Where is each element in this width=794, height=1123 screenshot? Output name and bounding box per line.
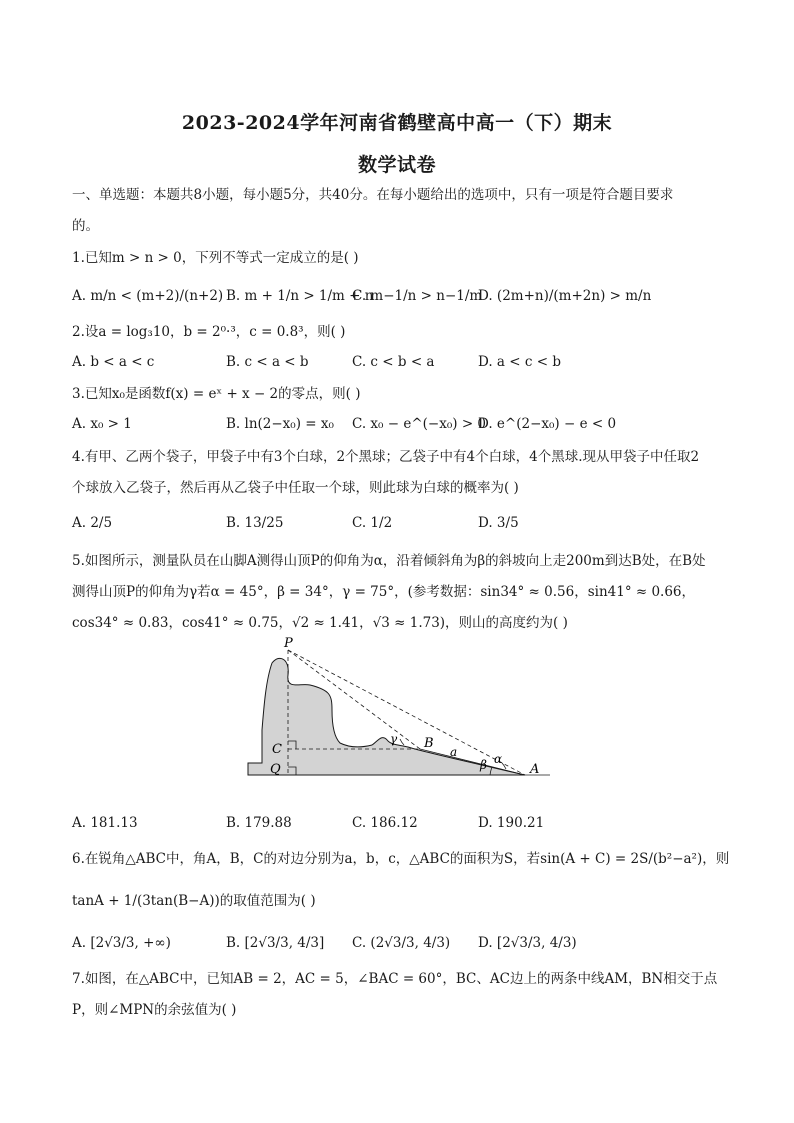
- q6-line2: tanA + 1/(3tan(B−A))的取值范围为( ): [72, 893, 316, 909]
- label-b: B: [424, 736, 434, 751]
- q5-line3: cos34° ≈ 0.83，cos41° ≈ 0.75，√2 ≈ 1.41，√3 ≈ 1.73)，则山的高度约为( ): [72, 615, 568, 631]
- q3-option-a: A. x₀ > 1: [72, 416, 132, 432]
- label-gamma: γ: [390, 732, 398, 746]
- gamma-arc: [400, 739, 404, 745]
- mountain-figure: [240, 635, 560, 785]
- label-q: Q: [270, 762, 281, 777]
- q1-option-d: D. (2m+n)/(m+2n) > m/n: [478, 288, 652, 304]
- q6-line1: 6.在锐角△ABC中，角A，B，C的对边分别为a，b，c，△ABC的面积为S，若sin(A + C) = 2S/(b²−a²)，则: [72, 851, 730, 867]
- label-slope-a: a: [450, 745, 458, 759]
- q2-stem: 2.设a = log₃10，b = 2⁰·³，c = 0.8³，则( ): [72, 324, 346, 340]
- q4-line2: 个球放入乙袋子，然后再从乙袋子中任取一个球，则此球为白球的概率为( ): [72, 480, 519, 496]
- q4-option-a: A. 2/5: [72, 515, 113, 531]
- q2-option-a: A. b < a < c: [72, 354, 155, 370]
- q5-line2: 测得山顶P的仰角为γ若α = 45°，β = 34°，γ = 75°，(参考数据：sin34° ≈ 0.56，sin41° ≈ 0.66，: [72, 584, 696, 600]
- q1-stem: 1.已知m > n > 0，下列不等式一定成立的是( ): [72, 250, 359, 266]
- q5-line1: 5.如图所示，测量队员在山脚A测得山顶P的仰角为α，沿着倾斜角为β的斜坡向上走200m到达B处，在B处: [72, 553, 706, 569]
- q3-option-d: D. e^(2−x₀) − e < 0: [478, 416, 617, 432]
- q2-option-d: D. a < c < b: [478, 354, 561, 370]
- q1-option-a: A. m/n < (m+2)/(n+2): [72, 288, 224, 304]
- q5-option-d: D. 190.21: [478, 815, 545, 831]
- label-c: C: [272, 742, 282, 757]
- q4-line1: 4.有甲、乙两个袋子，甲袋子中有3个白球，2个黑球；乙袋子中有4个白球，4个黑球.现从甲袋子中任取2: [72, 449, 700, 465]
- q6-option-d: D. [2√3/3, 4/3): [478, 935, 577, 951]
- label-a: A: [530, 762, 540, 777]
- section-instructions-line2: 的。: [72, 218, 99, 234]
- label-p: P: [284, 636, 293, 651]
- exam-title: 2023-2024学年河南省鹤壁高中高一（下）期末: [181, 112, 613, 134]
- q1-option-b: B. m + 1/n > 1/m + n: [226, 288, 374, 304]
- label-beta: β: [480, 758, 487, 772]
- q7-line1: 7.如图，在△ABC中，已知AB = 2，AC = 5，∠BAC = 60°，BC、AC边上的两条中线AM，BN相交于点: [72, 971, 718, 987]
- q6-option-c: C. (2√3/3, 4/3): [352, 935, 451, 951]
- q3-option-b: B. ln(2−x₀) = x₀: [226, 416, 334, 432]
- q3-option-c: C. x₀ − e^(−x₀) > 0: [352, 416, 487, 432]
- q4-option-c: C. 1/2: [352, 515, 393, 531]
- q2-option-b: B. c < a < b: [226, 354, 309, 370]
- q6-option-a: A. [2√3/3, +∞): [72, 935, 171, 951]
- q1-option-c: C. m−1/n > n−1/m: [352, 288, 483, 304]
- section-instructions-line1: 一、单选题：本题共8小题，每小题5分，共40分。在每小题给出的选项中，只有一项是符合题目要求: [72, 187, 674, 203]
- q2-option-c: C. c < b < a: [352, 354, 435, 370]
- q4-option-d: D. 3/5: [478, 515, 519, 531]
- alpha-arc: [502, 763, 506, 769]
- label-alpha: α: [494, 752, 503, 766]
- q3-stem: 3.已知x₀是函数f(x) = eˣ + x − 2的零点，则( ): [72, 386, 361, 402]
- exam-subtitle: 数学试卷: [357, 154, 436, 176]
- q5-option-a: A. 181.13: [72, 815, 138, 831]
- q7-line2: P，则∠MPN的余弦值为( ): [72, 1002, 237, 1018]
- q6-option-b: B. [2√3/3, 4/3]: [226, 935, 325, 951]
- q4-option-b: B. 13/25: [226, 515, 284, 531]
- q5-option-b: B. 179.88: [226, 815, 292, 831]
- q5-option-c: C. 186.12: [352, 815, 418, 831]
